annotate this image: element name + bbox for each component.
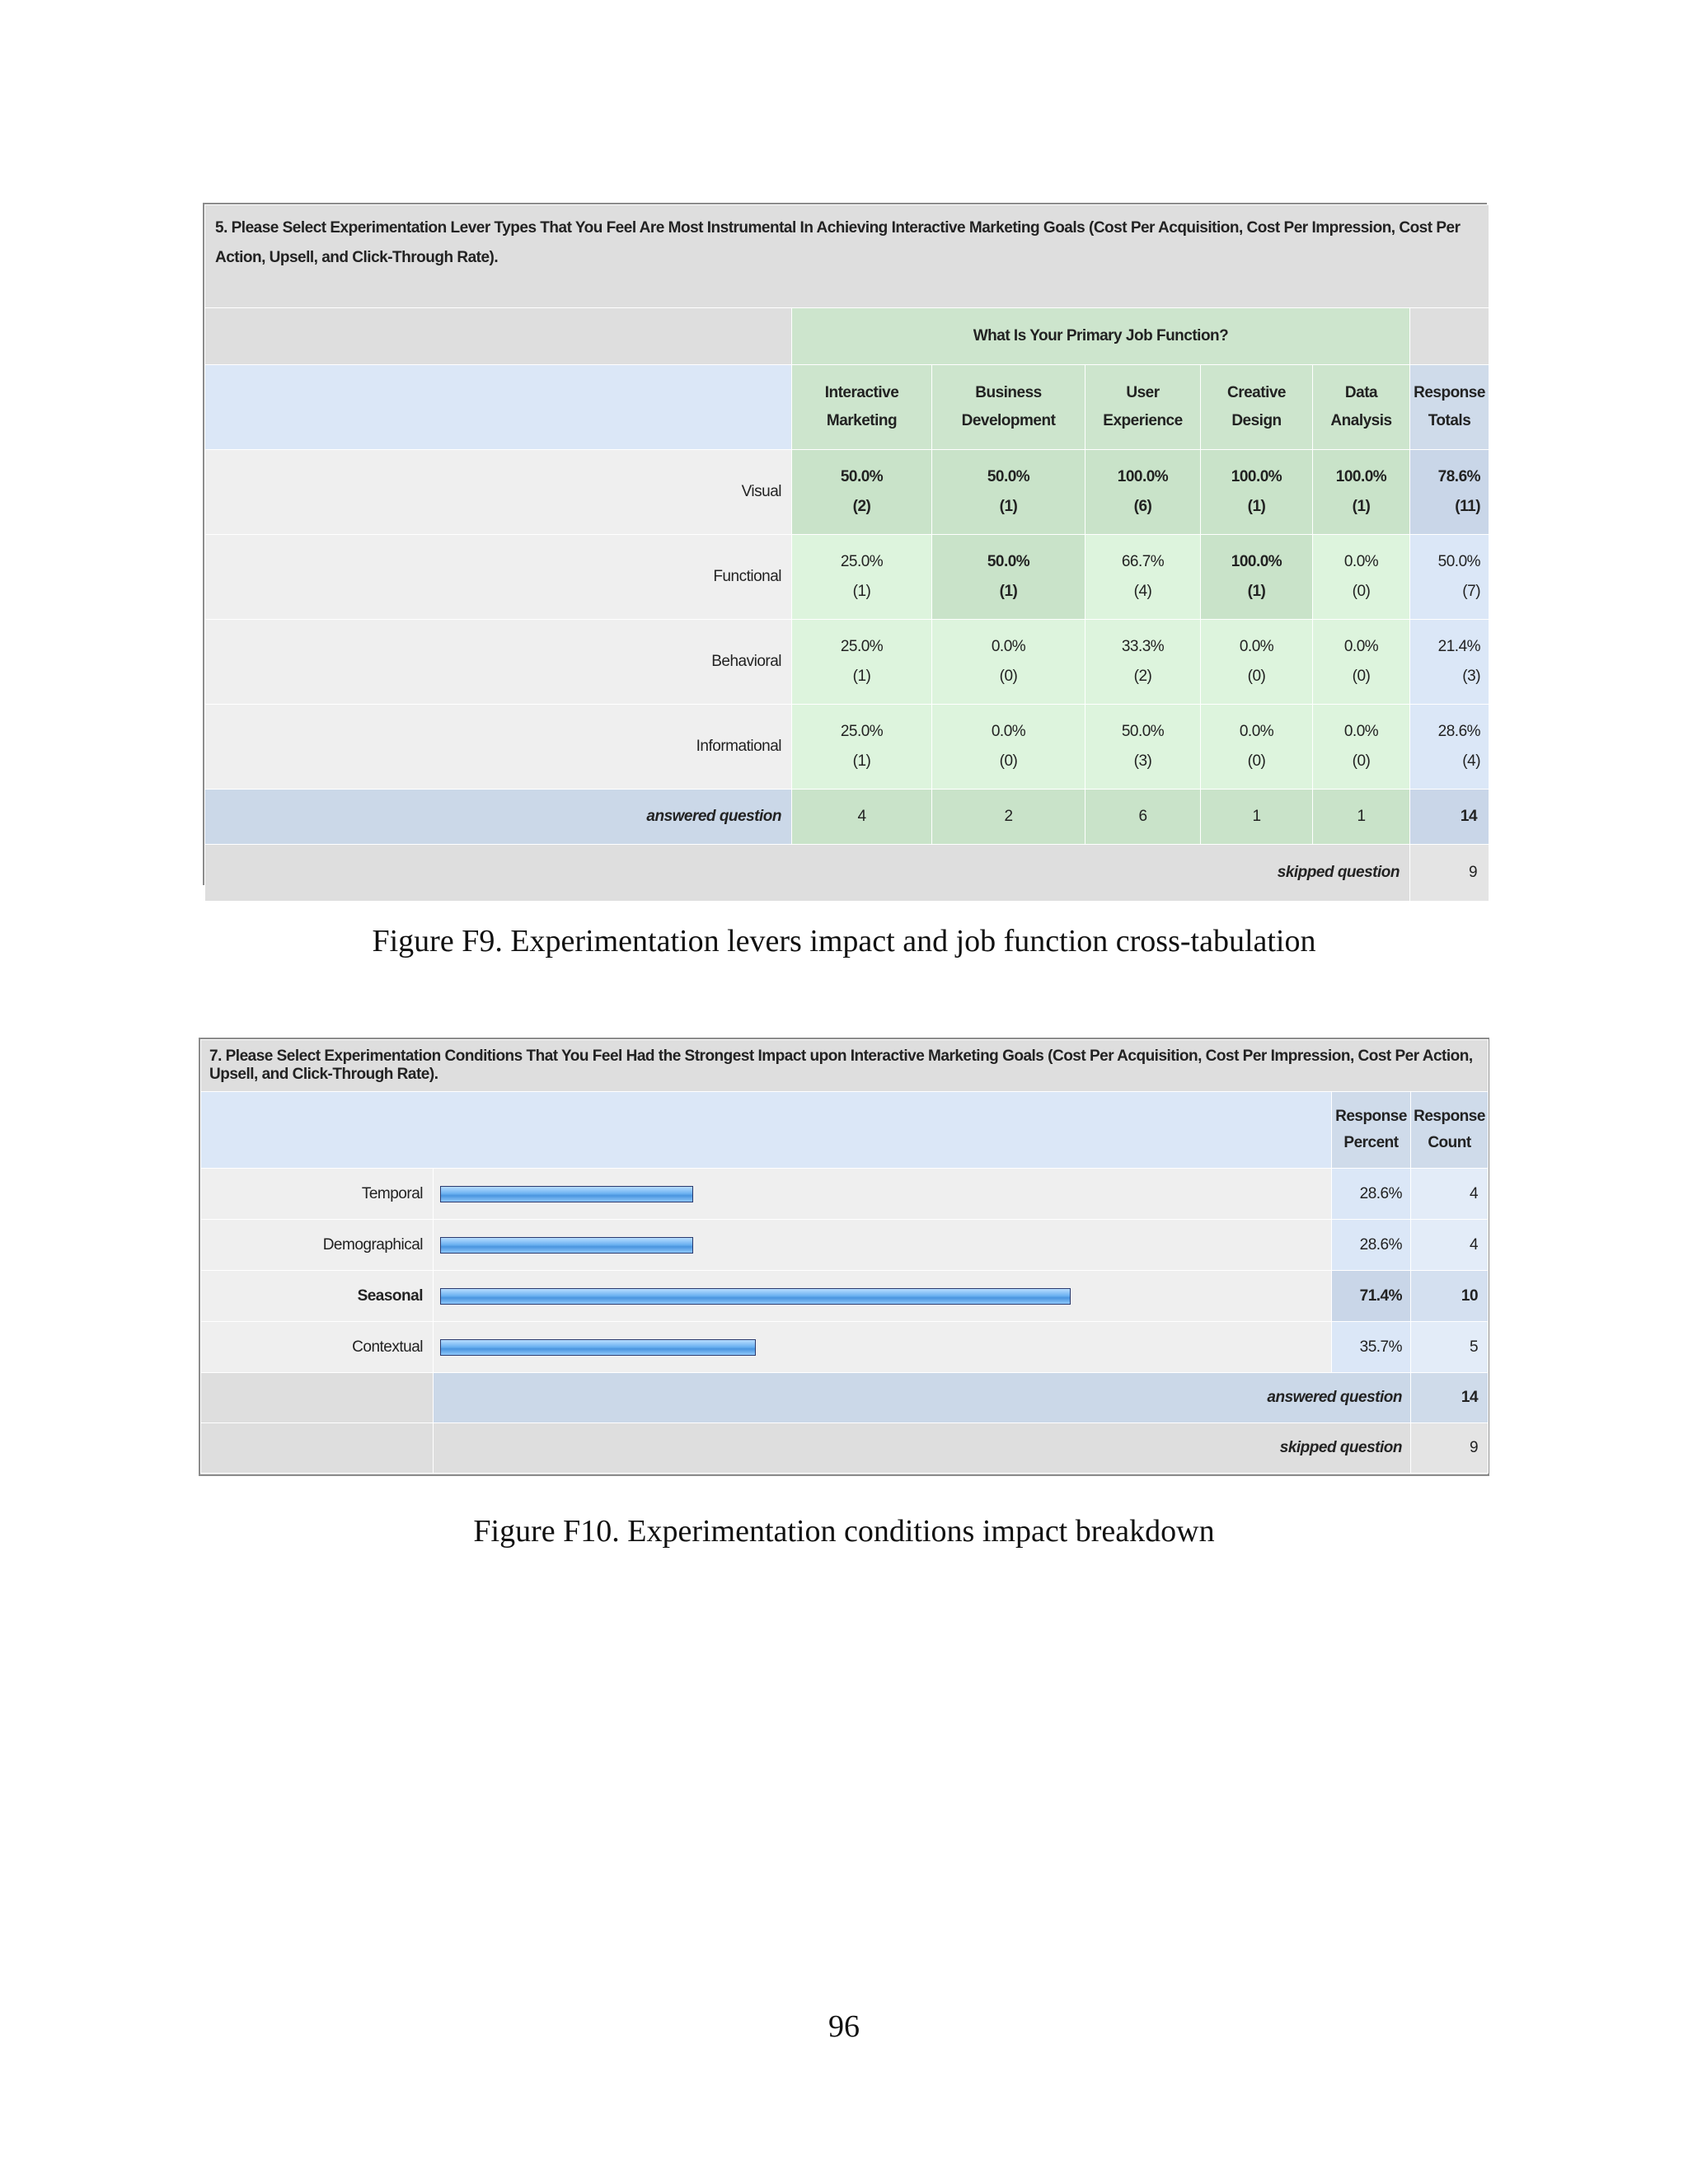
table-cell: 0.0% (0) xyxy=(1313,705,1410,790)
bar-row xyxy=(201,1169,1489,1220)
table-cell: 25.0% (1) xyxy=(792,705,932,790)
column-header: Data Analysis xyxy=(1313,365,1410,450)
total-cell: 21.4% (3) xyxy=(1410,620,1489,705)
row-label: Visual xyxy=(205,450,792,535)
answered-label: answered question xyxy=(205,790,792,845)
bar-row xyxy=(201,1271,1489,1322)
skipped-row xyxy=(201,1423,1489,1474)
count-label: 10 xyxy=(1411,1271,1489,1322)
bar-row xyxy=(201,1322,1489,1373)
figure-caption-f9: Figure F9. Experimentation levers impact and job function cross-tabulation xyxy=(372,924,1316,958)
bar-label: Seasonal xyxy=(201,1271,434,1322)
bar-label: Temporal xyxy=(201,1169,434,1220)
answered-value: 14 xyxy=(1411,1373,1489,1423)
group-header: What Is Your Primary Job Function? xyxy=(792,308,1410,365)
response-count-header: Response Count xyxy=(1411,1092,1489,1169)
table-cell: 100.0% (1) xyxy=(1201,535,1313,620)
percent-label: 28.6% xyxy=(1332,1169,1411,1220)
answered-cell: 1 xyxy=(1313,790,1410,845)
table-cell: 33.3% (2) xyxy=(1085,620,1201,705)
header-blank xyxy=(1410,308,1489,365)
answered-cell: 1 xyxy=(1201,790,1313,845)
bar-label: Contextual xyxy=(201,1322,434,1373)
total-cell: 50.0% (7) xyxy=(1410,535,1489,620)
answered-cell: 6 xyxy=(1085,790,1201,845)
column-header-blank xyxy=(205,365,792,450)
bar xyxy=(440,1288,1071,1305)
table-cell: 0.0% (0) xyxy=(1201,620,1313,705)
crosstab-table xyxy=(203,203,1487,885)
answered-row xyxy=(201,1373,1489,1423)
header-blank xyxy=(205,308,792,365)
conditions-table xyxy=(199,1038,1489,1476)
row-label: Informational xyxy=(205,705,792,790)
footer-blank xyxy=(201,1423,434,1474)
table-cell: 0.0% (0) xyxy=(932,620,1085,705)
answered-cell: 2 xyxy=(932,790,1085,845)
bar xyxy=(440,1237,693,1254)
bar-track xyxy=(434,1220,1332,1271)
table-cell: 0.0% (0) xyxy=(1313,620,1410,705)
answered-label: answered question xyxy=(434,1373,1411,1423)
table-cell: 0.0% (0) xyxy=(932,705,1085,790)
footer-blank xyxy=(201,1373,434,1423)
bar-label: Demographical xyxy=(201,1220,434,1271)
figure-caption-f10: Figure F10. Experimentation conditions impact breakdown xyxy=(473,1514,1215,1549)
count-label: 4 xyxy=(1411,1169,1489,1220)
table-cell: 100.0% (1) xyxy=(1201,450,1313,535)
count-label: 4 xyxy=(1411,1220,1489,1271)
bar-track xyxy=(434,1169,1332,1220)
answered-cell: 4 xyxy=(792,790,932,845)
question-title: 5. Please Select Experimentation Lever Types That You Feel Are Most Instrumental In Achieving Interactive Marketing Goals (Cost Per Acquisition, Cost Per Impression, Cost Per Action, Upsell, and Click-Through Rate). xyxy=(205,205,1489,308)
response-percent-header: Response Percent xyxy=(1332,1092,1411,1169)
header-blank xyxy=(201,1092,1332,1169)
table-cell: 50.0% (3) xyxy=(1085,705,1201,790)
bar xyxy=(440,1339,756,1356)
answered-total: 14 xyxy=(1410,790,1489,845)
table-cell: 25.0% (1) xyxy=(792,535,932,620)
table-row xyxy=(205,450,1489,535)
page-number: 96 xyxy=(828,2009,860,2044)
skipped-label: skipped question xyxy=(205,845,1410,902)
totals-header: Response Totals xyxy=(1410,365,1489,450)
row-label: Functional xyxy=(205,535,792,620)
table-cell: 50.0% (1) xyxy=(932,535,1085,620)
column-header: Creative Design xyxy=(1201,365,1313,450)
bar xyxy=(440,1186,693,1202)
bar-track xyxy=(434,1271,1332,1322)
table-cell: 25.0% (1) xyxy=(792,620,932,705)
table-cell: 100.0% (6) xyxy=(1085,450,1201,535)
column-header: Business Development xyxy=(932,365,1085,450)
bar-track xyxy=(434,1322,1332,1373)
skipped-row xyxy=(205,845,1489,902)
answered-row xyxy=(205,790,1489,845)
total-cell: 78.6% (11) xyxy=(1410,450,1489,535)
bar-row xyxy=(201,1220,1489,1271)
row-label: Behavioral xyxy=(205,620,792,705)
table-cell: 50.0% (2) xyxy=(792,450,932,535)
column-header: Interactive Marketing xyxy=(792,365,932,450)
percent-label: 28.6% xyxy=(1332,1220,1411,1271)
skipped-label: skipped question xyxy=(434,1423,1411,1474)
percent-label: 35.7% xyxy=(1332,1322,1411,1373)
table-cell: 0.0% (0) xyxy=(1313,535,1410,620)
question-title: 7. Please Select Experimentation Conditions That You Feel Had the Strongest Impact upon Interactive Marketing Goals (Cost Per Acquisition, Cost Per Impression, Cost Per Action, Upsell, and Click-Through Rate). xyxy=(201,1040,1489,1092)
table-row xyxy=(205,620,1489,705)
skipped-value: 9 xyxy=(1410,845,1489,902)
table-cell: 0.0% (0) xyxy=(1201,705,1313,790)
table-cell: 66.7% (4) xyxy=(1085,535,1201,620)
percent-label: 71.4% xyxy=(1332,1271,1411,1322)
table-cell: 50.0% (1) xyxy=(932,450,1085,535)
table-row xyxy=(205,705,1489,790)
table-cell: 100.0% (1) xyxy=(1313,450,1410,535)
total-cell: 28.6% (4) xyxy=(1410,705,1489,790)
column-header: User Experience xyxy=(1085,365,1201,450)
count-label: 5 xyxy=(1411,1322,1489,1373)
table-row xyxy=(205,535,1489,620)
skipped-value: 9 xyxy=(1411,1423,1489,1474)
